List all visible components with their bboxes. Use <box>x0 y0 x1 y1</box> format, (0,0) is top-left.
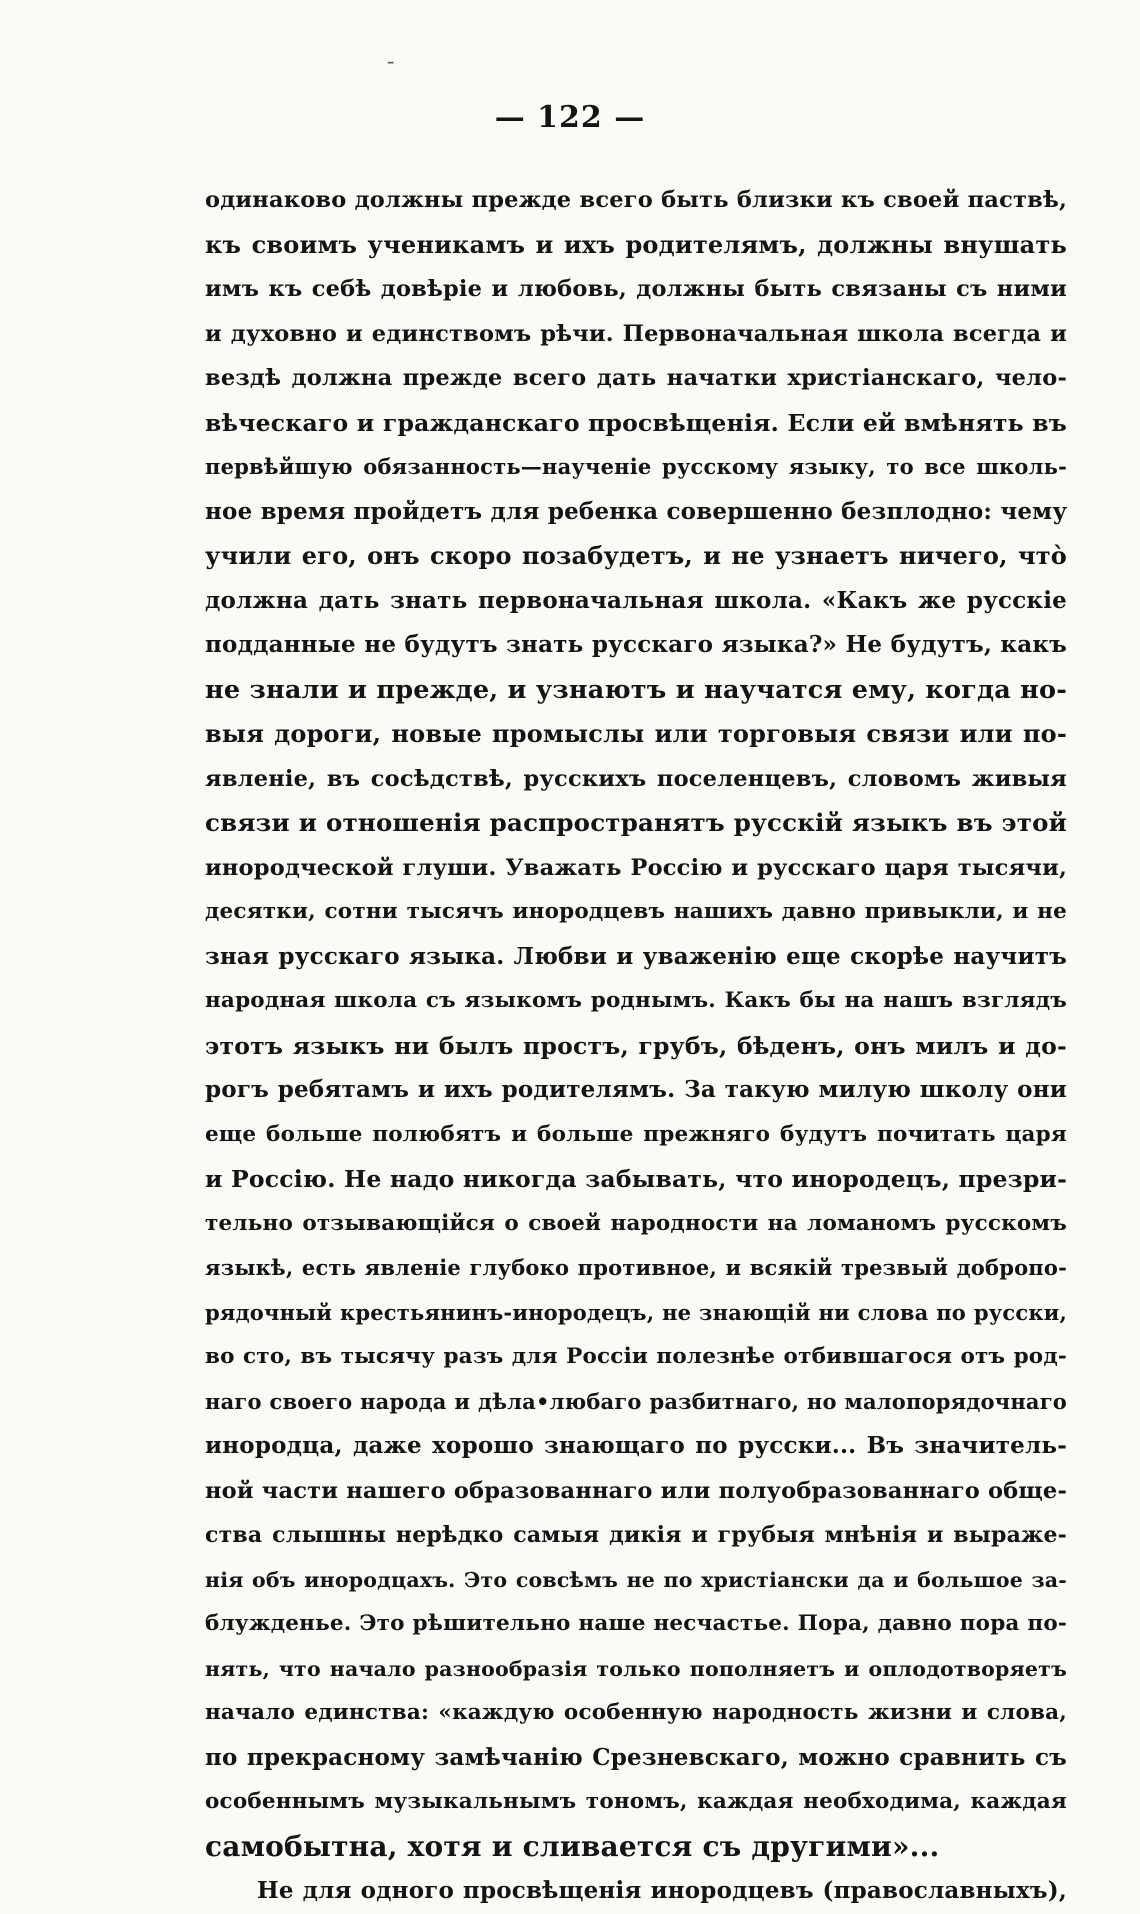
text-line: тельно отзывающійся о своей народности на ломаномъ русскомъ <box>205 1210 1067 1236</box>
text-line: рогъ ребятамъ и ихъ родителямъ. За такую милую школу они <box>205 1076 1067 1103</box>
text-line: должна дать знать первоначальная школа. «Какъ же русскіе <box>205 586 1067 614</box>
body-text <box>205 178 1067 1914</box>
text-line: выя дороги, новые промыслы или торговыя связи или по- <box>205 719 1067 748</box>
text-line: подданные не будутъ знать русскаго языка?» Не будутъ, какъ <box>205 631 1067 658</box>
text-line: десятки, сотни тысячъ инородцевъ нашихъ давно привыкли, и не <box>205 899 1067 924</box>
text-line: и Россію. Не надо никогда забывать, что инородецъ, презри- <box>205 1165 1068 1193</box>
text-line: нія объ инородцахъ. Это совсѣмъ не по христіански да и большое за- <box>205 1567 1067 1592</box>
text-line: языкѣ, есть явленіе глубоко противное, и всякій трезвый добропо- <box>205 1255 1067 1280</box>
text-line: еще больше полюбятъ и больше прежняго будутъ почитать царя <box>205 1121 1067 1147</box>
text-line: инородческой глуши. Уважать Россію и русскаго царя тысячи, <box>205 854 1067 881</box>
stray-mark: - <box>387 48 395 73</box>
text-line: явленіе, въ сосѣдствѣ, русскихъ поселенцевъ, словомъ живыя <box>205 765 1067 792</box>
text-line: начало единства: «каждую особенную народность жизни и слова, <box>205 1700 1067 1725</box>
text-line: ства слышны нерѣдко самыя дикія и грубыя мнѣнія и выраже- <box>205 1522 1067 1548</box>
text-line: вездѣ должна прежде всего дать начатки христіанскаго, чело- <box>205 365 1067 391</box>
text-line: не знали и прежде, и узнаютъ и научатся ему, когда но- <box>205 674 1067 705</box>
text-line: этотъ языкъ ни былъ простъ, грубъ, бѣденъ, онъ милъ и до- <box>205 1031 1067 1060</box>
text-line: первѣйшую обязанность—наученіе русскому языку, то все школь- <box>205 454 1067 479</box>
text-line: блужденье. Это рѣшительно наше несчастье. Пора, давно пора по- <box>205 1611 1067 1636</box>
text-line: учили его, онъ скоро позабудетъ, и не узнаетъ ничего, что̀ <box>205 541 1067 570</box>
text-line: народная школа съ языкомъ роднымъ. Какъ бы на нашъ взглядъ <box>205 988 1067 1013</box>
text-line: наго своего народа и дѣла•любаго разбитнаго, но малопорядочнаго <box>205 1388 1067 1414</box>
text-line: по прекрасному замѣчанію Срезневскаго, можно сравнить съ <box>205 1743 1067 1771</box>
text-line: рядочный крестьянинъ-инородецъ, не знающій ни слова по русски, <box>205 1299 1067 1325</box>
text-line: ное время пройдетъ для ребенка совершенно безплодно: чему <box>205 497 1068 525</box>
text-line: инородца, даже хорошо знающаго по русски... Въ значитель- <box>205 1432 1067 1459</box>
text-line: самобытна, хотя и сливается съ другими»... <box>205 1829 940 1863</box>
text-line: одинаково должны прежде всего быть близки къ своей паствѣ, <box>205 187 1067 213</box>
text-line: и духовно и единствомъ рѣчи. Первоначальная школа всегда и <box>205 320 1067 347</box>
text-line: вѣческаго и гражданскаго просвѣщенія. Если ей вмѣнять въ <box>205 408 1067 437</box>
text-line: особеннымъ музыкальнымъ тономъ, каждая необходима, каждая <box>205 1789 1067 1814</box>
text-line: связи и отношенія распространятъ русскій языкъ въ этой <box>205 808 1067 837</box>
text-line: ной части нашего образованнаго или полуобразованнаго обще- <box>205 1477 1067 1504</box>
text-line: зная русскаго языка. Любви и уваженію еще скорѣе научитъ <box>205 942 1067 970</box>
text-line: къ своимъ ученикамъ и ихъ родителямъ, должны внушать <box>205 229 1067 259</box>
text-line: имъ къ себѣ довѣріе и любовь, должны быть связаны съ ними <box>205 276 1067 302</box>
page-number: — 122 — <box>494 100 646 135</box>
text-line: Не для одного просвѣщенія инородцевъ (православныхъ), <box>257 1877 1067 1904</box>
text-line: нять, что начало разнообразія только пополняетъ и оплодотворяетъ <box>205 1656 1067 1681</box>
text-line: во сто, въ тысячу разъ для Россіи полезнѣе отбившагося отъ род- <box>205 1344 1067 1369</box>
